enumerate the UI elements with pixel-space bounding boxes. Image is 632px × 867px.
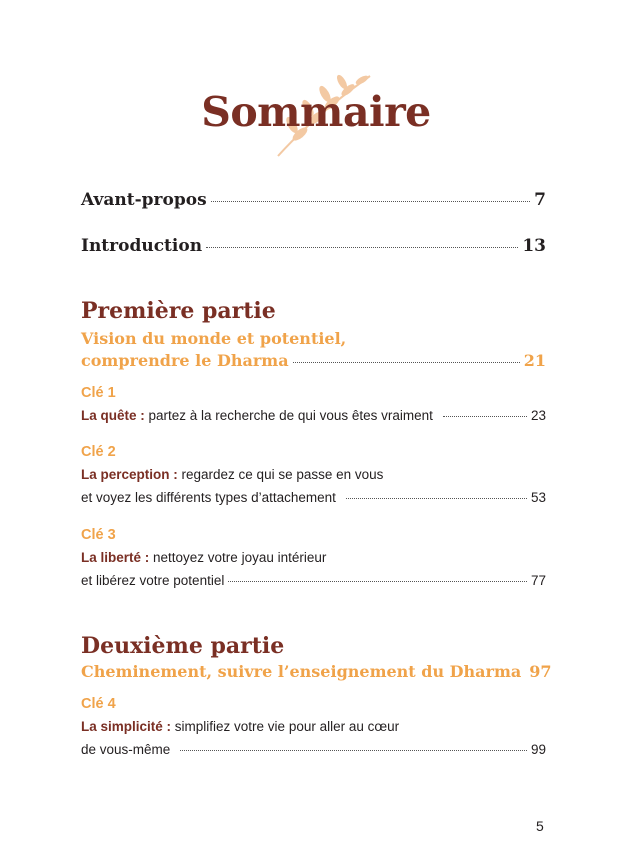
entry-keyword: La simplicité :	[81, 719, 172, 734]
entry-text: regardez ce qui se passe en vous	[177, 467, 384, 482]
toc-entry-key-2[interactable]	[81, 490, 546, 505]
entry-keyword: La perception :	[81, 467, 178, 482]
dot-leader	[293, 361, 520, 363]
toc-entry-part-1[interactable]	[81, 351, 546, 370]
entry-text: simplifiez votre vie pour aller au cœur	[171, 719, 400, 734]
entry-label: Introduction	[81, 236, 203, 256]
part-2-title: Deuxième partie	[81, 633, 285, 659]
toc-entry-key-4-line1[interactable]	[81, 719, 399, 734]
entry-page: 53	[530, 490, 546, 505]
dot-leader	[228, 580, 527, 582]
dot-leader	[180, 749, 527, 751]
entry-keyword: La quête :	[81, 408, 145, 423]
page-number: 5	[536, 818, 544, 834]
entry-text-line2: et voyez les différents types d’attachement	[81, 490, 336, 505]
part-1-subtitle-line1: Vision du monde et potentiel,	[81, 329, 347, 348]
key-2-label: Clé 2	[81, 444, 116, 460]
toc-entry-avant-propos[interactable]	[81, 190, 546, 210]
entry-page: 77	[530, 573, 546, 588]
page-title: Sommaire	[201, 88, 431, 136]
key-3-label: Clé 3	[81, 527, 116, 543]
toc-entry-key-3-line1[interactable]	[81, 550, 326, 565]
part-1-subtitle-line2: comprendre le Dharma	[81, 351, 289, 370]
entry-page: 23	[530, 408, 546, 423]
dot-leader	[211, 200, 531, 202]
toc-entry-introduction[interactable]	[81, 236, 546, 256]
entry-text: nettoyez votre joyau intérieur	[149, 550, 327, 565]
toc-entry-part-2[interactable]	[81, 662, 552, 681]
entry-page: 7	[534, 190, 546, 210]
dot-leader	[443, 415, 527, 417]
entry-page: 99	[530, 742, 546, 757]
entry-keyword: La liberté :	[81, 550, 150, 565]
key-4-label: Clé 4	[81, 696, 116, 712]
entry-text: partez à la recherche de qui vous êtes vraiment	[144, 408, 433, 423]
entry-page: 13	[522, 236, 546, 256]
part-1-title: Première partie	[81, 298, 276, 324]
toc-entry-key-4[interactable]	[81, 742, 546, 757]
dot-leader	[346, 497, 527, 499]
toc-entry-key-3[interactable]	[81, 573, 546, 588]
entry-page: 97	[529, 662, 552, 681]
part-2-subtitle: Cheminement, suivre l’enseignement du Dharma	[81, 662, 522, 681]
entry-label: Avant-propos	[81, 190, 207, 210]
toc-entry-key-1[interactable]	[81, 408, 546, 423]
dot-leader	[206, 246, 518, 248]
toc-entry-key-2-line1[interactable]	[81, 467, 383, 482]
entry-text-line2: et libérez votre potentiel	[81, 573, 225, 588]
key-1-label: Clé 1	[81, 385, 116, 401]
entry-text-line2: de vous-même	[81, 742, 171, 757]
entry-page: 21	[523, 351, 546, 370]
